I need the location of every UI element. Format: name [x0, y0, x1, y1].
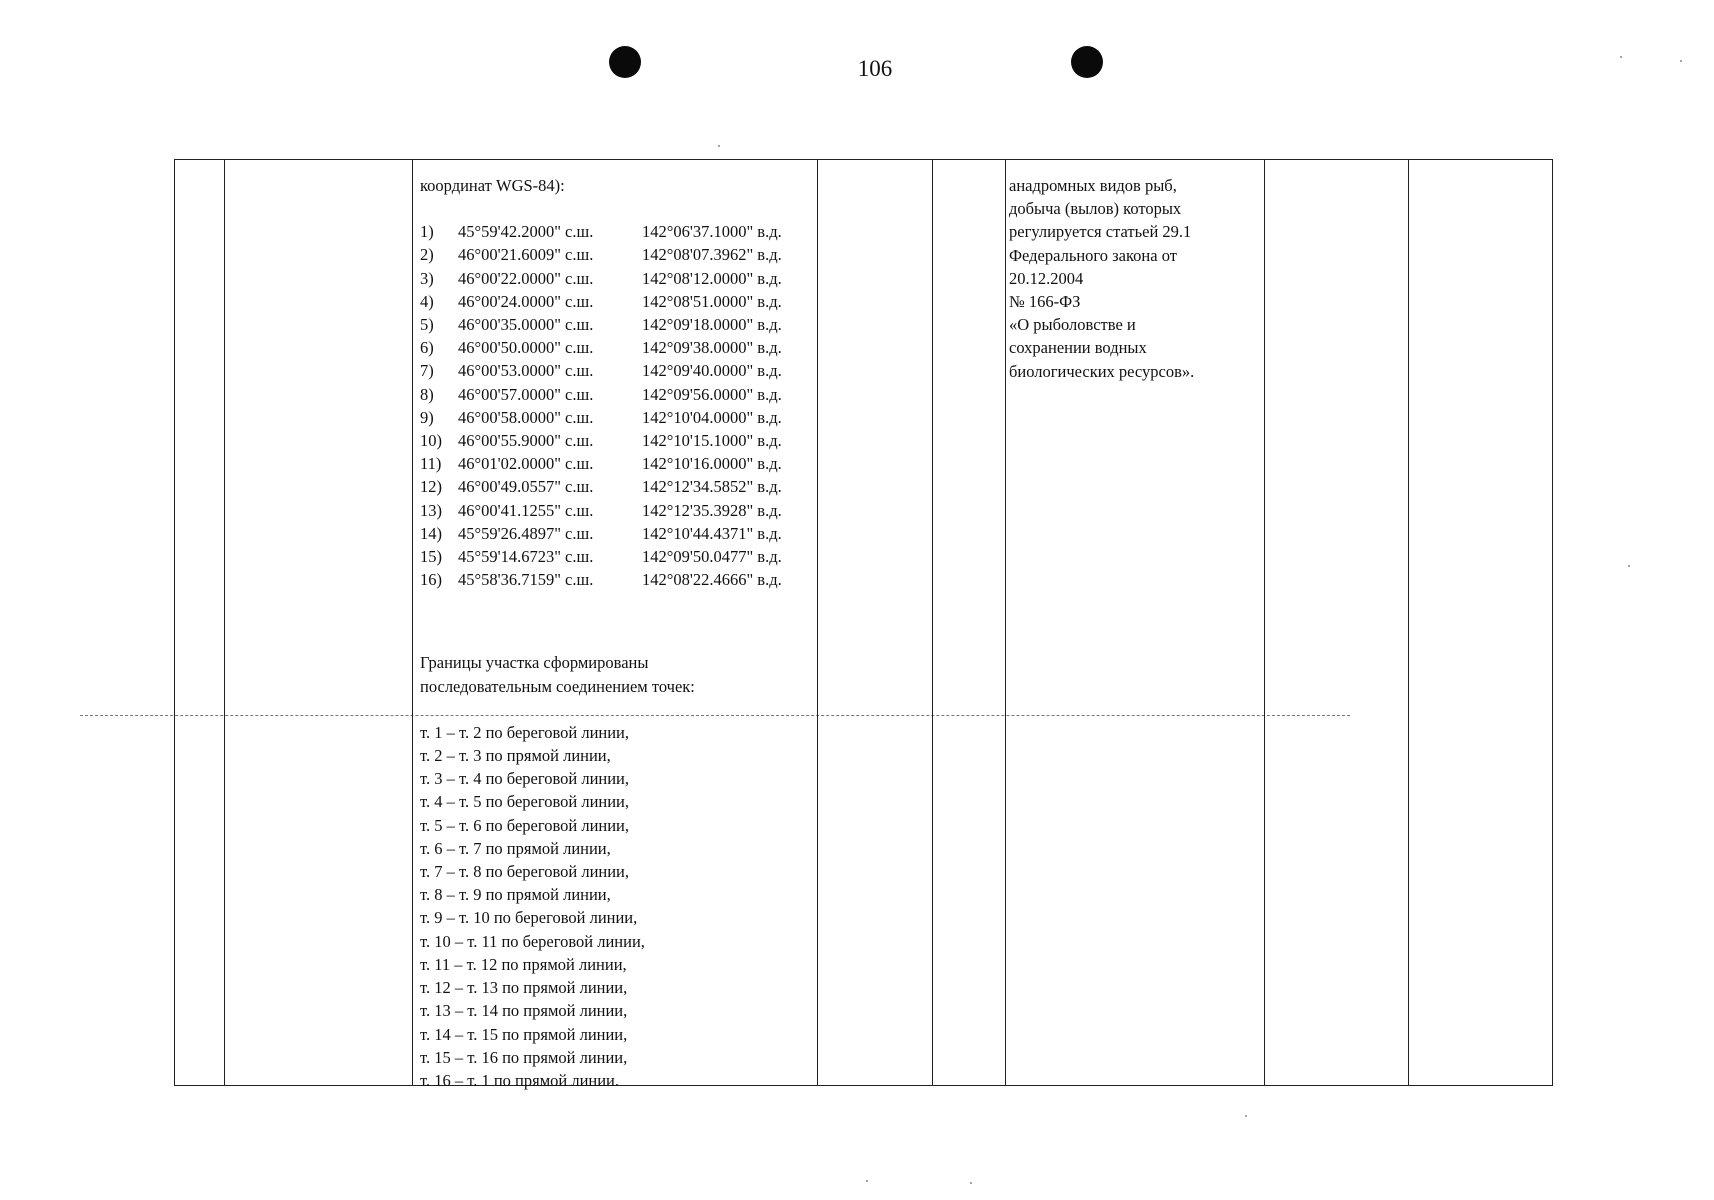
coordinate-row — [420, 429, 815, 452]
boundary-list — [420, 721, 815, 1092]
law-note-line: 20.12.2004 — [1009, 268, 1084, 288]
boundary-segment: т. 3 – т. 4 по береговой линии, — [420, 769, 630, 789]
law-note-line: регулируется статьей 29.1 — [1009, 222, 1192, 242]
point-longitude: 142°09'50.0477" в.д. — [642, 547, 782, 567]
scan-speck — [1680, 60, 1682, 62]
point-longitude: 142°09'38.0000" в.д. — [642, 338, 782, 358]
point-number: 14) — [420, 523, 442, 543]
law-note-line: «О рыболовстве и — [1009, 315, 1136, 335]
column-divider — [224, 160, 225, 1085]
coordinate-row — [420, 243, 815, 266]
coordinate-row — [420, 475, 815, 498]
scan-speck — [866, 1180, 868, 1182]
boundary-segment: т. 12 – т. 13 по прямой линии, — [420, 978, 628, 998]
coordinate-row — [420, 545, 815, 568]
point-longitude: 142°10'04.0000" в.д. — [642, 407, 782, 427]
coordinate-row — [420, 383, 815, 406]
point-latitude: 46°00'55.9000" с.ш. — [458, 431, 594, 451]
point-latitude: 45°59'42.2000" с.ш. — [458, 222, 594, 242]
point-number: 2) — [420, 245, 434, 265]
point-latitude: 46°00'24.0000" с.ш. — [458, 291, 594, 311]
column-divider — [1408, 160, 1409, 1085]
point-longitude: 142°12'34.5852" в.д. — [642, 477, 782, 497]
point-latitude: 45°59'26.4897" с.ш. — [458, 523, 594, 543]
coordinate-row — [420, 290, 815, 313]
coordinate-row — [420, 220, 815, 243]
boundaries-intro-line: последовательным соединением точек: — [420, 676, 695, 696]
point-latitude: 46°00'22.0000" с.ш. — [458, 268, 594, 288]
coordinate-row — [420, 267, 815, 290]
point-latitude: 45°58'36.7159" с.ш. — [458, 570, 594, 590]
law-note-cell — [1009, 174, 1259, 383]
point-latitude: 46°00'35.0000" с.ш. — [458, 315, 594, 335]
boundaries-intro-line: Границы участка сформированы — [420, 653, 649, 673]
boundary-segment: т. 15 – т. 16 по прямой линии, — [420, 1047, 628, 1067]
boundary-segment: т. 14 – т. 15 по прямой линии, — [420, 1024, 628, 1044]
boundary-segment: т. 10 – т. 11 по береговой линии, — [420, 931, 645, 951]
coordinate-row — [420, 359, 815, 382]
coordinates-cell — [420, 174, 815, 1092]
point-number: 11) — [420, 454, 442, 474]
law-note-line: биологических ресурсов». — [1009, 361, 1195, 381]
point-latitude: 46°01'02.0000" с.ш. — [458, 454, 594, 474]
coordinate-row — [420, 406, 815, 429]
boundary-segment: т. 4 – т. 5 по береговой линии, — [420, 792, 630, 812]
point-latitude: 46°00'50.0000" с.ш. — [458, 338, 594, 358]
point-longitude: 142°08'12.0000" в.д. — [642, 268, 782, 288]
page-number: 106 — [857, 56, 893, 81]
coordinate-row — [420, 313, 815, 336]
punch-hole-left — [609, 46, 641, 78]
point-number: 8) — [420, 384, 434, 404]
boundary-segment: т. 6 – т. 7 по прямой линии, — [420, 838, 611, 858]
boundary-segment: т. 2 – т. 3 по прямой линии, — [420, 746, 611, 766]
coordinate-row — [420, 522, 815, 545]
law-note-line: Федерального закона от — [1009, 245, 1177, 265]
point-longitude: 142°09'56.0000" в.д. — [642, 384, 782, 404]
point-number: 10) — [420, 431, 442, 451]
point-longitude: 142°08'51.0000" в.д. — [642, 291, 782, 311]
law-note-line: анадромных видов рыб, — [1009, 176, 1177, 195]
column-divider — [1005, 160, 1006, 1085]
point-longitude: 142°08'07.3962" в.д. — [642, 245, 782, 265]
boundary-segment: т. 5 – т. 6 по береговой линии, — [420, 815, 630, 835]
point-number: 3) — [420, 268, 434, 288]
point-longitude: 142°06'37.1000" в.д. — [642, 222, 782, 242]
point-latitude: 46°00'57.0000" с.ш. — [458, 384, 594, 404]
point-longitude: 142°12'35.3928" в.д. — [642, 500, 782, 520]
boundary-segment: т. 7 – т. 8 по береговой линии, — [420, 862, 630, 882]
point-longitude: 142°10'15.1000" в.д. — [642, 431, 782, 451]
column-divider — [1264, 160, 1265, 1085]
punch-hole-right — [1071, 46, 1103, 78]
point-number: 1) — [420, 222, 434, 242]
coordinate-row — [420, 499, 815, 522]
boundary-segment: т. 16 – т. 1 по прямой линии. — [420, 1070, 620, 1090]
scan-speck — [1628, 565, 1630, 567]
coordinates-header: координат WGS-84): — [420, 176, 565, 195]
boundary-segment: т. 1 – т. 2 по береговой линии, — [420, 722, 630, 742]
point-number: 15) — [420, 547, 442, 567]
point-number: 16) — [420, 570, 442, 590]
coordinate-list — [420, 220, 815, 591]
coordinate-row — [420, 452, 815, 475]
point-longitude: 142°09'18.0000" в.д. — [642, 315, 782, 335]
data-table — [174, 159, 1553, 1090]
boundary-segment: т. 9 – т. 10 по береговой линии, — [420, 908, 638, 928]
point-number: 7) — [420, 361, 434, 381]
point-latitude: 46°00'21.6009" с.ш. — [458, 245, 594, 265]
scan-speck — [1620, 56, 1622, 58]
point-latitude: 46°00'58.0000" с.ш. — [458, 407, 594, 427]
point-latitude: 46°00'53.0000" с.ш. — [458, 361, 594, 381]
boundary-segment: т. 11 – т. 12 по прямой линии, — [420, 954, 627, 974]
law-note-line: добыча (вылов) которых — [1009, 199, 1182, 219]
point-number: 5) — [420, 315, 434, 335]
column-divider — [932, 160, 933, 1085]
point-longitude: 142°08'22.4666" в.д. — [642, 570, 782, 590]
point-number: 9) — [420, 407, 434, 427]
point-latitude: 46°00'49.0557" с.ш. — [458, 477, 594, 497]
point-latitude: 46°00'41.1255" с.ш. — [458, 500, 594, 520]
boundary-segment: т. 8 – т. 9 по прямой линии, — [420, 885, 611, 905]
coordinate-row — [420, 336, 815, 359]
column-divider — [817, 160, 818, 1085]
scan-speck — [1245, 1115, 1247, 1117]
point-longitude: 142°10'16.0000" в.д. — [642, 454, 782, 474]
law-note-line: сохранении водных — [1009, 338, 1147, 358]
column-divider — [412, 160, 413, 1085]
point-number: 12) — [420, 477, 442, 497]
boundary-segment: т. 13 – т. 14 по прямой линии, — [420, 1001, 628, 1021]
point-number: 13) — [420, 500, 442, 520]
point-number: 4) — [420, 291, 434, 311]
point-number: 6) — [420, 338, 434, 358]
coordinate-row — [420, 568, 815, 591]
scan-speck — [970, 1182, 972, 1184]
scan-speck — [718, 145, 720, 147]
point-latitude: 45°59'14.6723" с.ш. — [458, 547, 594, 567]
point-longitude: 142°10'44.4371" в.д. — [642, 523, 782, 543]
point-longitude: 142°09'40.0000" в.д. — [642, 361, 782, 381]
law-note-line: № 166-ФЗ — [1009, 292, 1081, 312]
